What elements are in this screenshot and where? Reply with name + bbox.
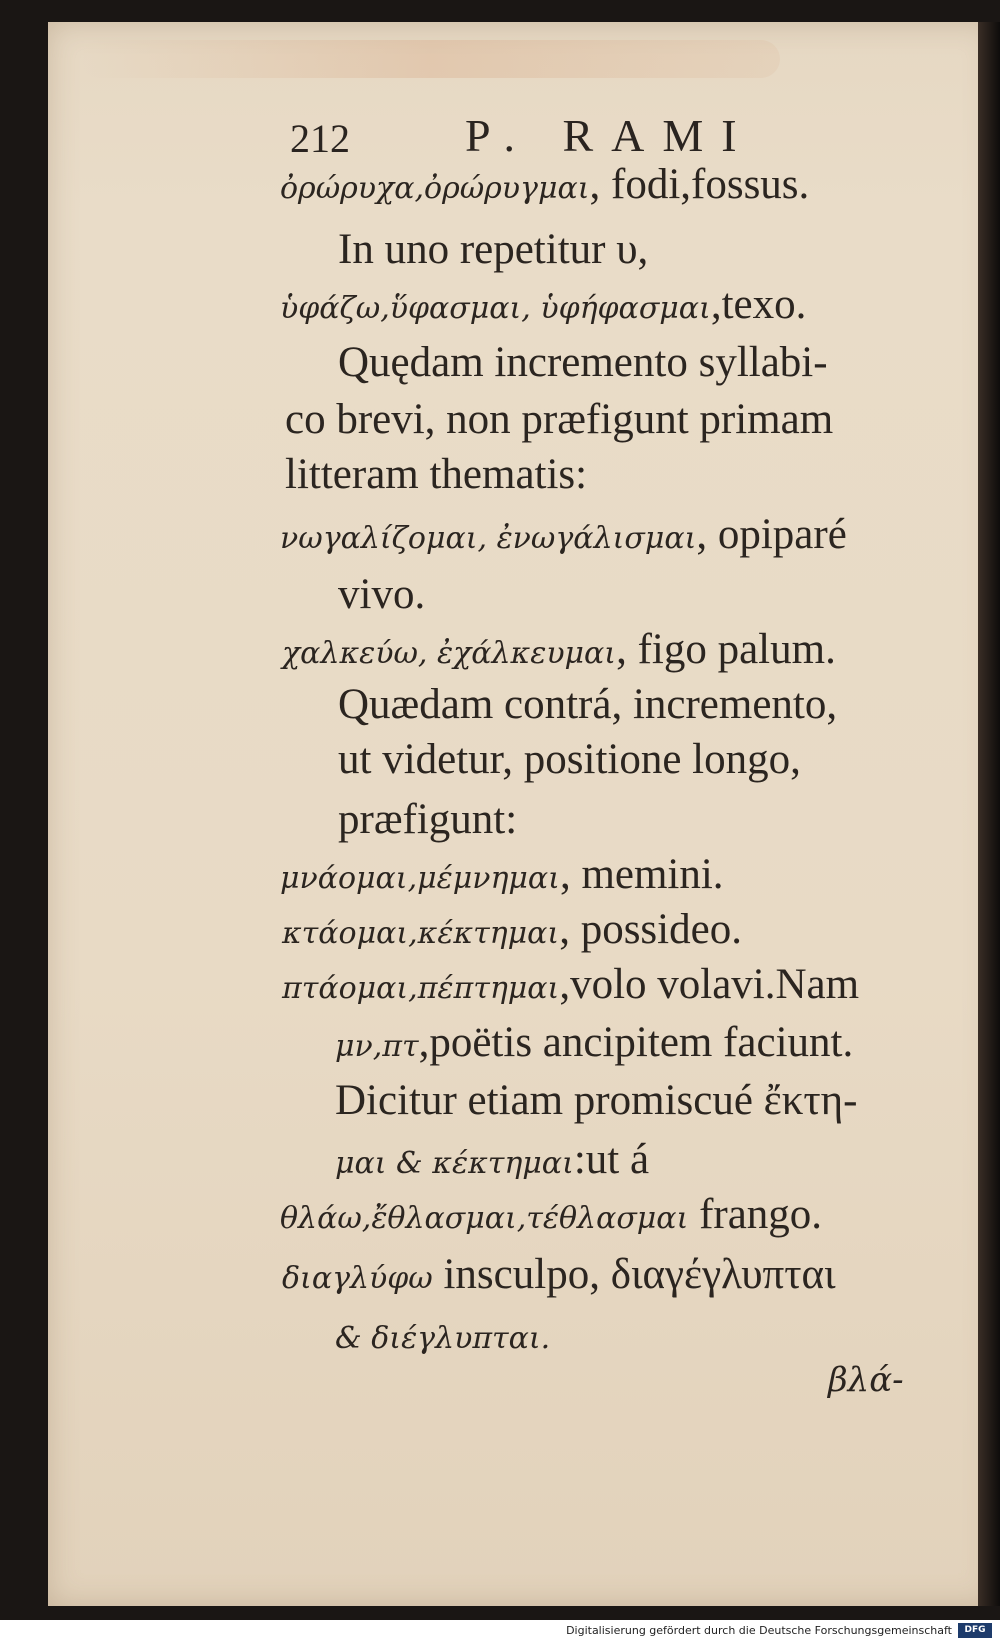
latin-text: co brevi, non præfigunt primam xyxy=(285,396,834,443)
latin-text: , opiparé xyxy=(696,511,847,558)
text-line xyxy=(338,735,801,784)
text-line xyxy=(285,395,833,444)
latin-text: , fodi,fossus. xyxy=(589,161,810,208)
text-line xyxy=(280,510,847,559)
greek-text: θλάω,ἔθλασμαι,τέθλασμαι xyxy=(280,1201,689,1236)
catchword: βλά- xyxy=(828,1360,904,1400)
greek-text: διαγλύφω xyxy=(282,1261,433,1296)
text-line xyxy=(280,1190,822,1239)
latin-text: Quædam contrá, incremento, xyxy=(338,681,838,728)
greek-text: μνάομαι,μέμνημαι xyxy=(280,861,560,896)
greek-text: μν,πτ xyxy=(335,1029,419,1064)
latin-text: , possideo. xyxy=(559,906,742,953)
greek-text: χαλκεύω, ἐχάλκευμαι xyxy=(282,636,617,671)
page-number: 212 xyxy=(290,116,350,161)
latin-text: litteram thematis: xyxy=(285,451,588,498)
text-line xyxy=(338,225,648,274)
greek-text: & διέγλυπται. xyxy=(335,1321,551,1356)
text-line xyxy=(280,850,724,899)
greek-text: ὀρώρυχα,ὀρώρυγμαι xyxy=(280,171,590,206)
greek-text: κτάομαι,κέκτημαι xyxy=(282,916,560,951)
latin-text: vivo. xyxy=(338,571,426,618)
text-line xyxy=(335,1135,649,1184)
text-line xyxy=(335,1310,550,1359)
text-line xyxy=(338,795,517,844)
page-stain xyxy=(80,40,780,78)
running-head: P. RAMI xyxy=(465,110,755,161)
greek-text: πτάομαι,πέπτημαι xyxy=(282,971,560,1006)
latin-text: ut videtur, positione longo, xyxy=(338,736,801,783)
text-line xyxy=(338,570,425,619)
latin-text: :ut á xyxy=(573,1136,650,1183)
text-line xyxy=(335,1018,853,1067)
text-line xyxy=(280,280,806,329)
text-line xyxy=(280,160,809,209)
text-line xyxy=(282,1250,836,1299)
footer-credit: Digitalisierung gefördert durch die Deutsche Forschungsgemeinschaft xyxy=(566,1624,952,1637)
greek-text: νωγαλίζομαι, ἐνωγάλισμαι xyxy=(280,521,697,556)
text-line xyxy=(282,960,859,1009)
text-line xyxy=(285,450,587,499)
text-line xyxy=(282,905,742,954)
latin-text: ,poëtis ancipitem faciunt. xyxy=(418,1019,854,1066)
text-line xyxy=(282,625,836,674)
latin-text: ,volo volavi.Nam xyxy=(559,961,860,1008)
latin-text: , figo palum. xyxy=(616,626,836,673)
greek-text: μαι & κέκτημαι xyxy=(335,1146,574,1181)
text-line xyxy=(335,1076,858,1125)
latin-text: præfigunt: xyxy=(338,796,518,843)
latin-text: Quędam incremento syllabi- xyxy=(338,339,828,386)
latin-text: insculpo, διαγέγλυπται xyxy=(432,1251,836,1298)
latin-text: Dicitur etiam promiscué ἔκτη- xyxy=(335,1077,858,1124)
text-line xyxy=(338,680,837,729)
latin-text: , memini. xyxy=(559,851,724,898)
latin-text: ,texo. xyxy=(710,281,807,328)
footer-bar xyxy=(0,1620,1000,1642)
page-edge xyxy=(978,22,1000,1606)
latin-text: frango. xyxy=(688,1191,823,1238)
page-header xyxy=(290,110,830,165)
latin-text: In uno repetitur υ, xyxy=(338,226,649,273)
greek-text: ὑφάζω,ὕφασμαι, ὑφήφασμαι xyxy=(280,291,711,326)
dfg-logo: DFG xyxy=(958,1623,992,1638)
text-line xyxy=(338,338,828,387)
